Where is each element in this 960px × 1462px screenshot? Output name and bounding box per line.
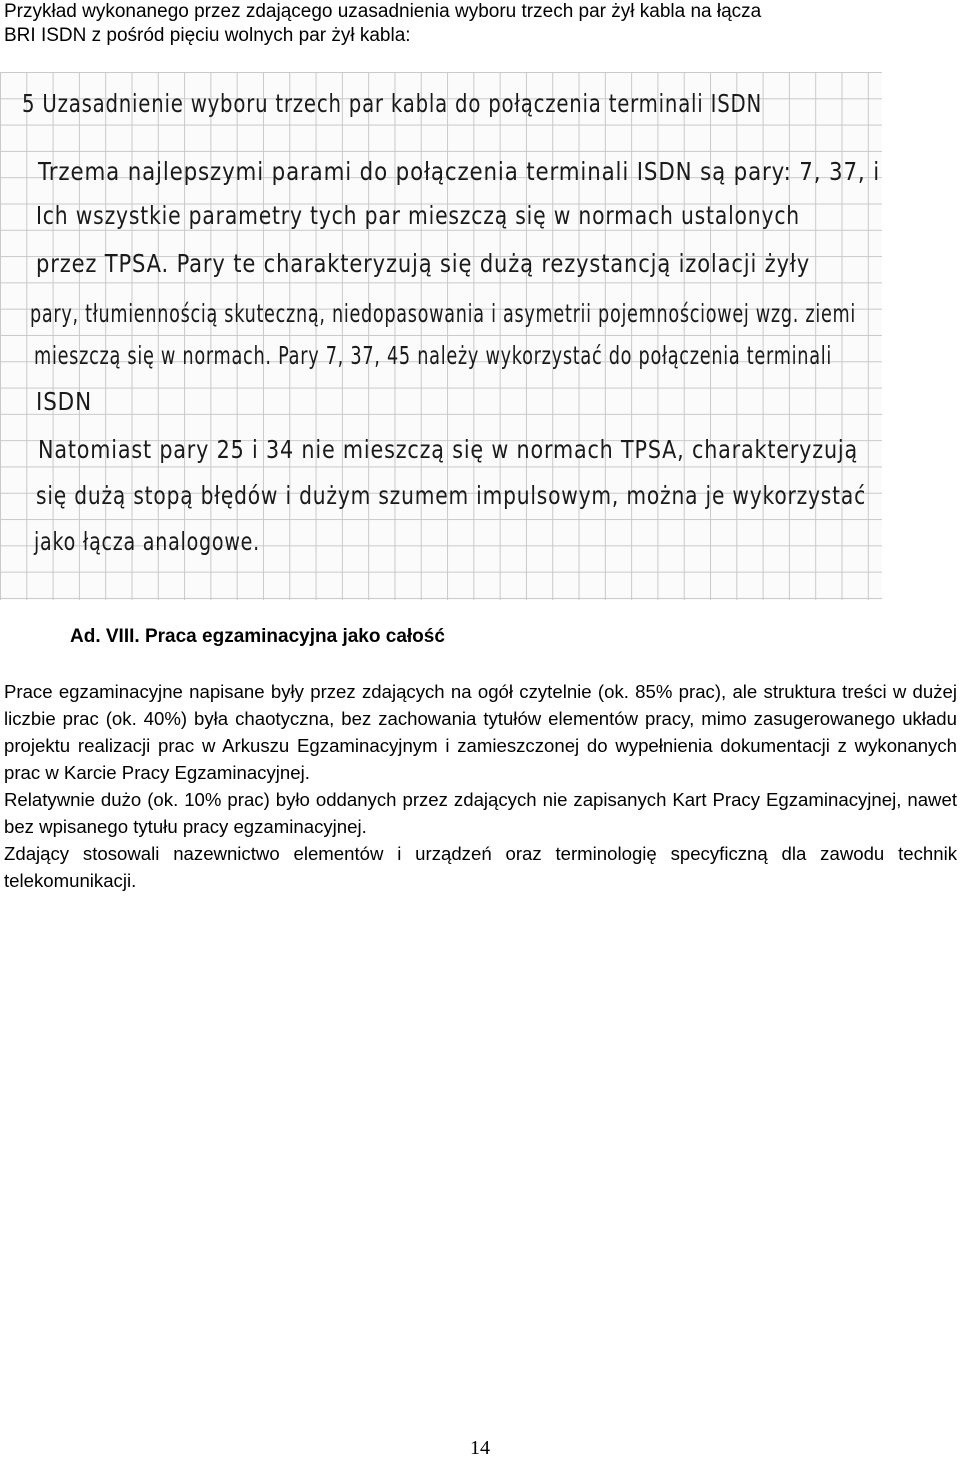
intro-text	[4, 0, 944, 48]
handwriting-layer	[0, 72, 882, 600]
handwritten-line-6: mieszczą się w normach. Pary 7, 37, 45 należy wykorzystać do połączenia terminali	[34, 341, 832, 370]
handwritten-answer-scan	[0, 72, 882, 600]
handwritten-line-5: pary, tłumiennością skuteczną, niedopasowania i asymetrii pojemnościowej wzg. ziemi	[30, 299, 856, 328]
section-heading	[70, 625, 445, 649]
handwritten-line-9: się dużą stopą błędów i dużym szumem impulsowym, można je wykorzystać	[36, 481, 866, 510]
page-number: 14	[470, 1437, 490, 1459]
paragraph-terminology: Zdający stosowali nazewnictwo elementów i urządzeń oraz terminologię specyficzną dla zawodu technik telekomunikacji.	[4, 843, 957, 891]
section-number: Ad. VIII.	[70, 626, 140, 647]
paragraph-overall-quality: Prace egzaminacyjne napisane były przez zdających na ogół czytelnie (ok. 85% prac), ale struktura treści w dużej liczbie prac (ok. 40%) była chaotyczna, bez zachowania tytułów elementów pracy, mimo zasugerowanego układu projektu realizacji prac w Arkuszu Egzaminacyjnym i zamieszczonej do wypełnienia dokumentacji z wykonanych prac w Karcie Pracy Egzaminacyjnej.	[4, 681, 957, 783]
handwritten-line-7: ISDN	[36, 387, 92, 416]
handwritten-line-3: Ich wszystkie parametry tych par mieszczą się w normach ustalonych	[36, 201, 800, 230]
paragraph-blank-cards: Relatywnie dużo (ok. 10% prac) było oddanych przez zdających nie zapisanych Kart Pracy Egzaminacyjnej, nawet bez wpisanego tytułu pracy egzaminacyjnej.	[4, 789, 957, 837]
handwritten-line-1: 5 Uzasadnienie wyboru trzech par kabla do połączenia terminali ISDN	[22, 89, 762, 118]
intro-line-2: BRI ISDN z pośród pięciu wolnych par żył kabla:	[4, 25, 411, 46]
handwritten-line-8: Natomiast pary 25 i 34 nie mieszczą się w normach TPSA, charakteryzują	[38, 435, 858, 464]
handwritten-line-4: przez TPSA. Pary te charakteryzują się dużą rezystancją izolacji żyły	[36, 249, 810, 278]
handwritten-line-10: jako łącza analogowe.	[33, 527, 260, 556]
section-title: Praca egzaminacyjna jako całość	[144, 626, 445, 647]
section-body	[4, 678, 957, 894]
intro-line-1: Przykład wykonanego przez zdającego uzasadnienia wyboru trzech par żył kabla na łącza	[4, 1, 762, 22]
handwritten-line-2: Trzema najlepszymi parami do połączenia terminali ISDN są pary: 7, 37, i	[37, 157, 880, 186]
